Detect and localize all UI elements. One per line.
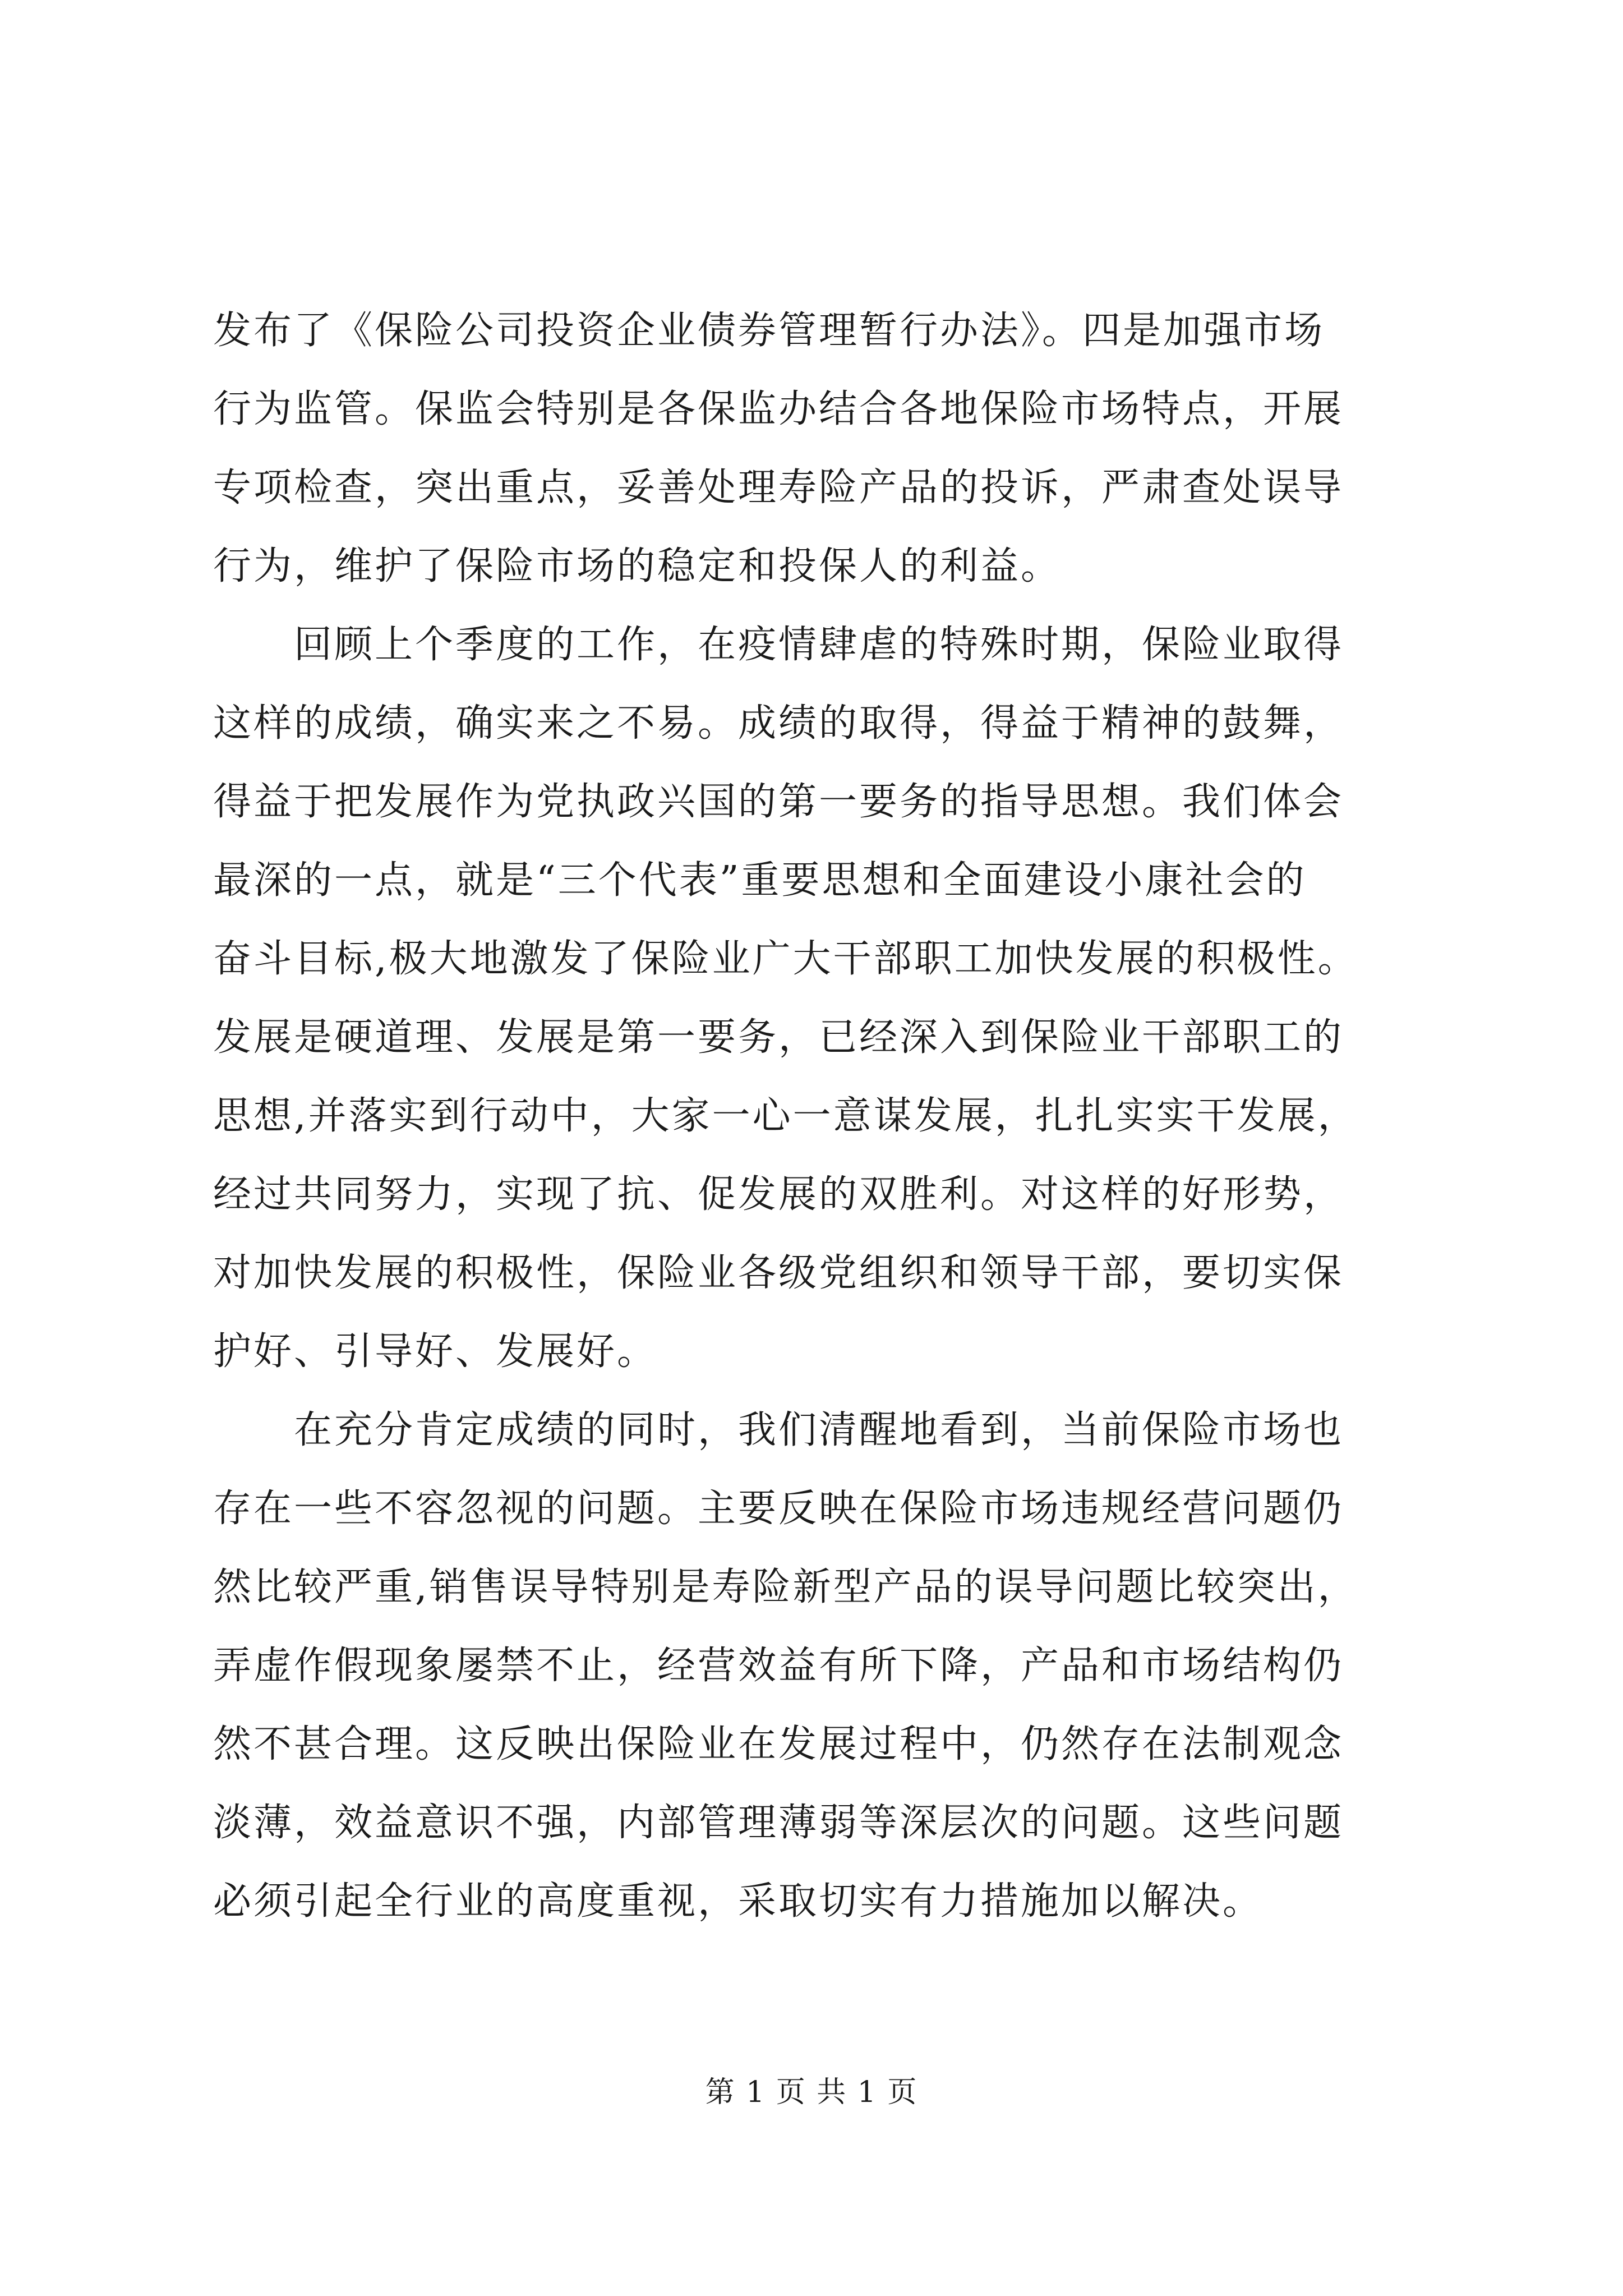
text-line: 经过共同努力，实现了抗、促发展的双胜利。对这样的好形势， xyxy=(213,1172,1344,1217)
text-line: 发展是硬道理、发展是第一要务，已经深入到保险业干部职工的 xyxy=(213,1015,1344,1060)
text-line: 然不甚合理。这反映出保险业在发展过程中，仍然存在法制观念 xyxy=(213,1722,1344,1766)
text-line: 然比较严重,销售误导特别是寿险新型产品的误导问题比较突出， xyxy=(213,1565,1358,1609)
text-line: 专项检查，突出重点，妥善处理寿险产品的投诉，严肃查处误导 xyxy=(213,466,1344,510)
document-body xyxy=(213,292,1419,1941)
text-line: 必须引起全行业的高度重视，采取切实有力措施加以解决。 xyxy=(213,1879,1264,1924)
text-line: 回顾上个季度的工作，在疫情肆虐的特殊时期，保险业取得 xyxy=(213,623,1344,667)
text-line: 在充分肯定成绩的同时，我们清醒地看到，当前保险市场也 xyxy=(213,1408,1344,1452)
paragraph-1 xyxy=(213,292,1419,606)
page-footer: 第 1 页 共 1 页 xyxy=(705,2076,918,2109)
text-line: 发布了《保险公司投资企业债券管理暂行办法》。四是加强市场 xyxy=(213,309,1325,353)
text-line: 这样的成绩，确实来之不易。成绩的取得，得益于精神的鼓舞， xyxy=(213,701,1344,746)
text-line: 护好、引导好、发展好。 xyxy=(213,1329,658,1374)
text-line: 淡薄，效益意识不强，内部管理薄弱等深层次的问题。这些问题 xyxy=(213,1801,1344,1845)
text-line: 行为监管。保监会特别是各保监办结合各地保险市场特点，开展 xyxy=(213,387,1344,431)
text-line: 得益于把发展作为党执政兴国的第一要务的指导思想。我们体会 xyxy=(213,780,1344,824)
text-line: 最深的一点，就是“三个代表”重要思想和全面建设小康社会的 xyxy=(213,858,1307,903)
text-line: 奋斗目标,极大地激发了保险业广大干部职工加快发展的积极性。 xyxy=(213,937,1358,981)
text-line: 弄虚作假现象屡禁不止，经营效益有所下降，产品和市场结构仍 xyxy=(213,1644,1344,1688)
text-line: 行为，维护了保险市场的稳定和投保人的利益。 xyxy=(213,544,1062,588)
paragraph-2 xyxy=(213,606,1419,1391)
paragraph-3 xyxy=(213,1391,1419,1941)
text-line: 存在一些不容忽视的问题。主要反映在保险市场违规经营问题仍 xyxy=(213,1487,1344,1531)
text-line: 思想,并落实到行动中，大家一心一意谋发展，扎扎实实干发展， xyxy=(213,1094,1358,1138)
text-line: 对加快发展的积极性，保险业各级党组织和领导干部，要切实保 xyxy=(213,1251,1344,1295)
